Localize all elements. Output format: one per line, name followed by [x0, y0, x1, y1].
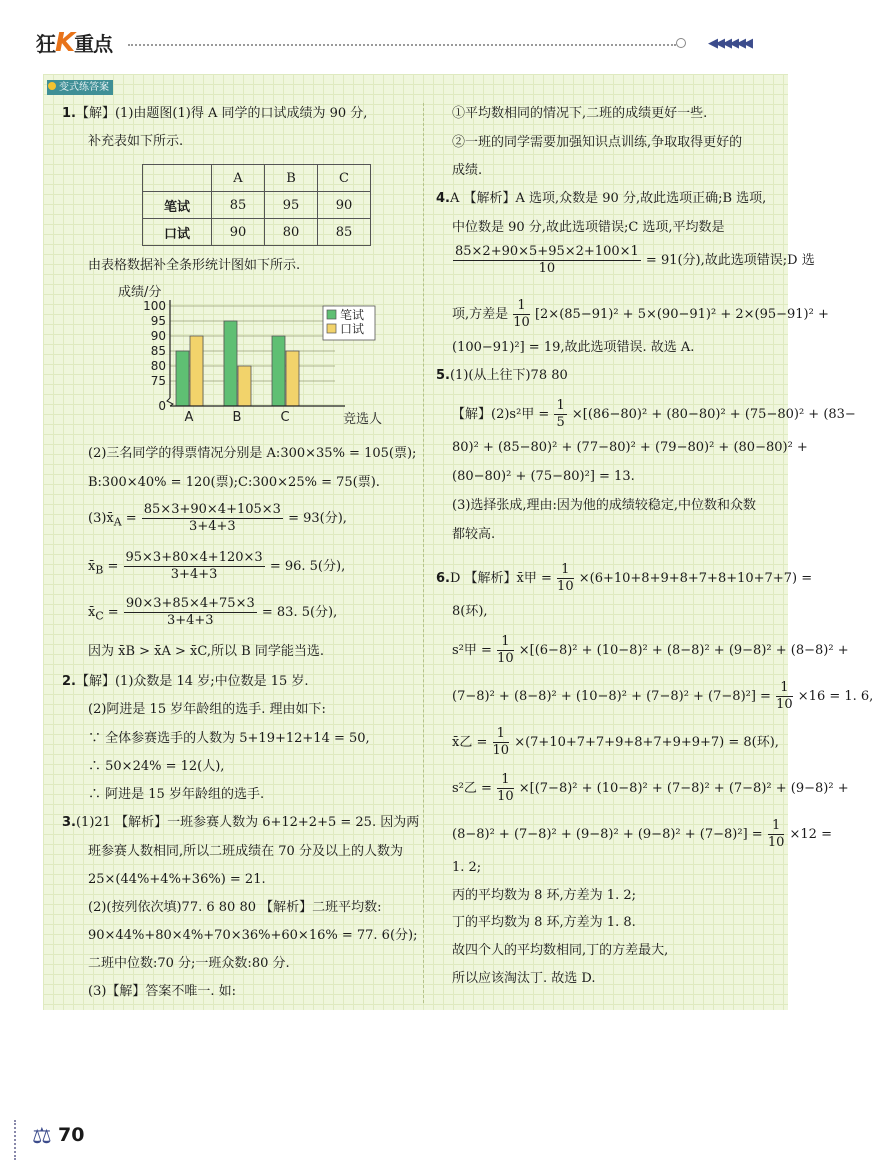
q1-mean-a: $(3)x̄_A$ = $\frac{85\times 3+90\times 4+105\times 3}{3+4+3}$ = 93(分), [88, 502, 347, 534]
legend-label: 口试 [340, 322, 365, 336]
q2-line-5: ∴ 阿进是 15 岁年龄组的选手. [88, 787, 265, 802]
q3-line-6: 二班中位数:70 分;一班众数:80 分. [88, 956, 290, 971]
q5-line-3: 80)² + (85−80)² + (77−80)² + (79−80)² + (80−80)² + [452, 440, 808, 455]
q1-conclusion: 因为 x̄B > x̄A > x̄C,所以 B 同学能当选. [88, 644, 324, 659]
q5-line-4: (80−80)² + (75−80)²] = 13. [452, 469, 635, 484]
header-dotted-rule [128, 44, 676, 46]
header-rule-end-circle [676, 38, 686, 48]
y-axis-label: 成绩/分 [118, 285, 162, 300]
bar-B-笔试 [224, 321, 237, 406]
y-tick-label: 80 [150, 359, 166, 373]
x-axis-label: 竞选人 [343, 412, 383, 427]
x-tick-label: A [184, 410, 194, 425]
q3-line-7: (3)【解】答案不唯一. 如: [88, 984, 237, 999]
q2-line-4: ∴ 50×24% = 12(人), [88, 759, 225, 774]
page-number: 70 [58, 1124, 85, 1146]
q1-line-1: 1.【解】(1)由题图(1)得 A 同学的口试成绩为 90 分, [62, 106, 368, 121]
q2-line-3: ∵ 全体参赛选手的人数为 5+19+12+14 = 50, [88, 731, 370, 746]
page-header [0, 0, 800, 62]
q6-line-5: x̄乙 = $\frac{1}{10}$ ×(7+10+7+7+9+8+7+9+9+7) = 8(环), [452, 726, 779, 758]
r-line-1: ①平均数相同的情况下,二班的成绩更好一些. [452, 106, 708, 121]
axis-break [167, 398, 173, 406]
y-tick-label: 85 [150, 344, 166, 358]
q2-line-1: 2.【解】(1)众数是 14 岁;中位数是 15 岁. [62, 674, 309, 689]
q6-line-11: 故四个人的平均数相同,丁的方差最大, [452, 943, 669, 958]
q6-line-1: 6.D 【解析】x̄甲 = $\frac{1}{10}$ ×(6+10+8+9+8+7+8+10+7+7) = [436, 562, 813, 594]
q5-line-1: 5.(1)(从上往下)78 80 [436, 368, 568, 383]
q2-line-2: (2)阿进是 15 岁年龄组的选手. 理由如下: [88, 702, 326, 717]
q1-line-2: 补充表如下所示. [88, 134, 184, 149]
q4-line-3: $\frac{85\times 2+90\times 5+95\times 2+100\times 1}{10}$ = 91(分),故此选项错误;D 选 [455, 244, 815, 276]
compass-icon: ⚖ [32, 1124, 52, 1149]
q4-line-4: 项,方差是 $\frac{1}{10}$ [2×(85−91)² + 5×(90−91)² + 2×(95−91)² + [452, 298, 829, 330]
y-tick-label: 95 [150, 314, 166, 328]
q3-line-2: 班参赛人数相同,所以二班成绩在 70 分及以上的人数为 [88, 844, 403, 859]
table-header-row: A B C [143, 165, 371, 192]
x-tick-label: C [280, 410, 290, 425]
q4-line-2: 中位数是 90 分,故此选项错误;C 选项,平均数是 [452, 220, 725, 235]
column-divider [423, 103, 424, 1003]
q4-line-5: (100−91)²] = 19,故此选项错误. 故选 A. [452, 340, 695, 355]
y-tick-label: 100 [143, 299, 166, 313]
q1-line-4: (2)三名同学的得票情况分别是 A:300×35% = 105(票); [88, 446, 417, 461]
q5-line-2: 【解】(2)s²甲 = $\frac{1}{5}$ ×[(86−80)² + (80−80)² + (75−80)² + (83− [452, 398, 856, 430]
q6-line-6: s²乙 = $\frac{1}{10}$ ×[(7−8)² + (10−8)² + (7−8)² + (7−8)² + (9−8)² + [452, 772, 849, 804]
q6-line-10: 丁的平均数为 8 环,方差为 1. 8. [452, 915, 636, 930]
q6-line-3: s²甲 = $\frac{1}{10}$ ×[(6−8)² + (10−8)² + (8−8)² + (9−8)² + (8−8)² + [452, 634, 849, 666]
q6-line-9: 丙的平均数为 8 环,方差为 1. 2; [452, 888, 636, 903]
q3-line-3: 25×(44%+4%+36%) = 21. [88, 872, 266, 887]
q6-line-2: 8(环), [452, 604, 488, 619]
brand-logo: 狂K重点 [36, 28, 113, 58]
q1-mean-b: $x̄_B$ = $\frac{95\times 3+80\times 4+120\times 3}{3+4+3}$ = 96. 5(分), [88, 550, 346, 582]
table-row: 口试 90 80 85 [143, 219, 371, 246]
q5-line-5: (3)选择张成,理由:因为他的成绩较稳定,中位数和众数 [452, 498, 757, 513]
arrow-left-icon: ◀◀◀◀◀◀ [708, 36, 750, 51]
q1-mean-c: $x̄_C$ = $\frac{90\times 3+85\times 4+75\times 3}{3+4+3}$ = 83. 5(分), [88, 596, 338, 628]
q1-line-5: B:300×40% = 120(票);C:300×25% = 75(票). [88, 475, 380, 490]
q5-line-6: 都较高. [452, 527, 496, 542]
q3-line-1: 3.(1)21 【解析】一班参赛人数为 6+12+2+5 = 25. 因为两 [62, 815, 420, 830]
bar-B-口试 [238, 366, 251, 406]
legend-swatch-口试 [327, 324, 336, 333]
bar-C-笔试 [272, 336, 285, 406]
legend-swatch-笔试 [327, 310, 336, 319]
q1-line-3: 由表格数据补全条形统计图如下所示. [88, 258, 301, 273]
q4-line-1: 4.A 【解析】A 选项,众数是 90 分,故此选项正确;B 选项, [436, 191, 767, 206]
x-tick-label: B [232, 410, 242, 425]
bar-A-口试 [190, 336, 203, 406]
table-row: 笔试 85 95 90 [143, 192, 371, 219]
q6-line-12: 所以应该淘汰丁. 故选 D. [452, 971, 596, 986]
legend-label: 笔试 [340, 308, 365, 322]
pin-icon [48, 82, 56, 90]
score-table [142, 164, 371, 246]
r-line-2: ②一班的同学需要加强知识点训练,争取取得更好的 [452, 135, 743, 150]
r-line-3: 成绩. [452, 163, 483, 178]
bar-A-笔试 [176, 351, 189, 406]
q6-line-7: (8−8)² + (7−8)² + (9−8)² + (9−8)² + (7−8)²] = $\frac{1}{10}$ ×12 = [452, 818, 832, 850]
bar-chart [100, 280, 400, 430]
q3-line-4: (2)(按列依次填)77. 6 80 80 【解析】二班平均数: [88, 900, 382, 915]
q6-line-4: (7−8)² + (8−8)² + (10−8)² + (7−8)² + (7−8)²] = $\frac{1}{10}$ ×16 = 1. 6, [452, 680, 873, 712]
q6-line-8: 1. 2; [452, 860, 482, 875]
q3-line-5: 90×44%+80×4%+70×36%+60×16% = 77. 6(分); [88, 928, 418, 943]
section-tag: 变式练答案 [47, 80, 113, 95]
y-tick-label: 90 [150, 329, 166, 343]
bar-C-口试 [286, 351, 299, 406]
y-tick-label: 0 [158, 399, 166, 413]
y-tick-label: 75 [150, 374, 166, 388]
